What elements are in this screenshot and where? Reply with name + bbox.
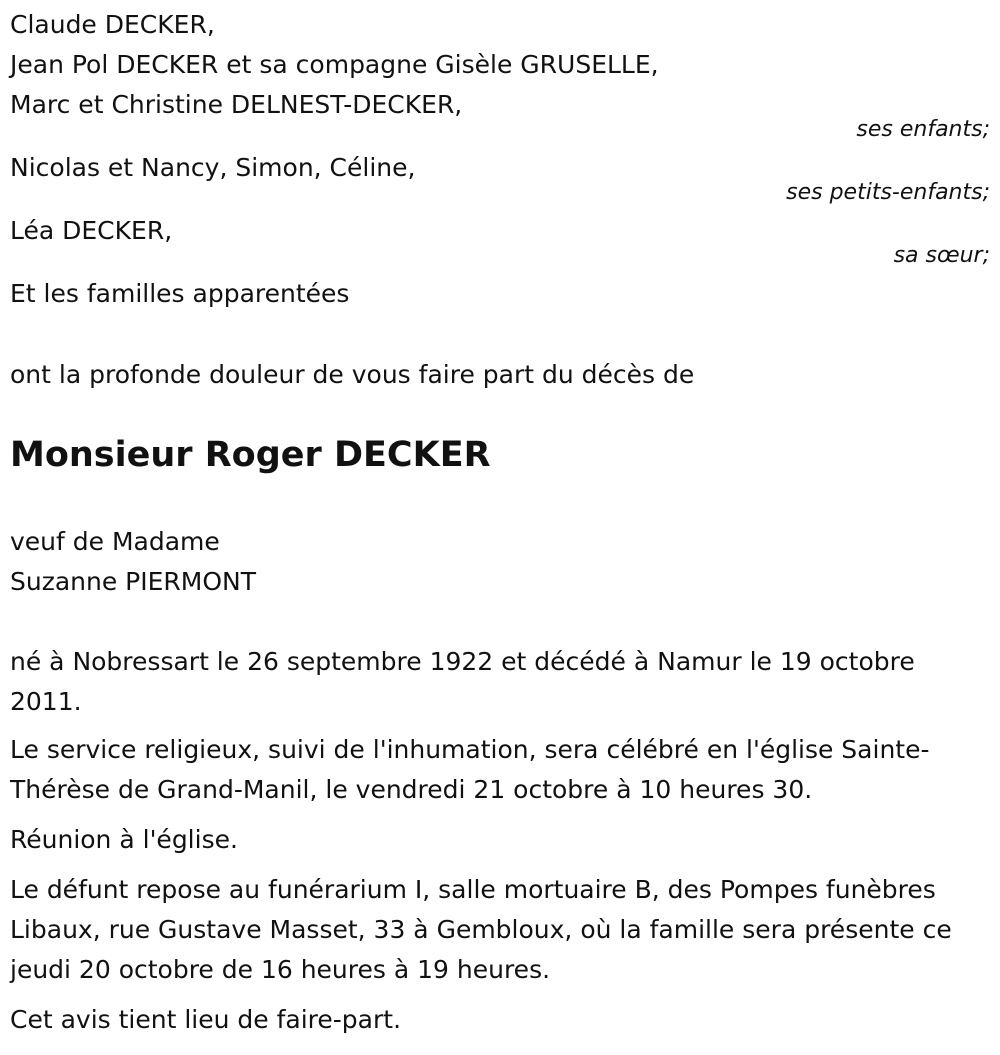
grandchildren: Nicolas et Nancy, Simon, Céline,	[10, 153, 416, 182]
widower-line-2: Suzanne PIERMONT	[10, 567, 257, 596]
deceased-name: Monsieur Roger DECKER	[10, 435, 491, 475]
birth-death: né à Nobressart le 26 septembre 1922 et décédé à Namur le 19 octobre 2011.	[10, 647, 915, 716]
child-1: Claude DECKER,	[10, 10, 215, 39]
meeting-info: Réunion à l'église.	[10, 825, 238, 854]
service-info: Le service religieux, suivi de l'inhumation, sera célébré en l'église Sainte-Thérèse de Grand-Manil, le vendredi 21 octobre à 10 heures 30.	[10, 735, 930, 804]
notice: Cet avis tient lieu de faire-part.	[10, 1005, 402, 1034]
widower-line-1: veuf de Madame	[10, 527, 220, 556]
relatives: Et les familles apparentées	[10, 279, 350, 308]
sister-label: sa sœur;	[893, 243, 990, 268]
child-2: Jean Pol DECKER et sa compagne Gisèle GRUSELLE,	[10, 50, 659, 79]
sister: Léa DECKER,	[10, 216, 173, 245]
grandchildren-label: ses petits-enfants;	[786, 180, 990, 205]
viewing-info: Le défunt repose au funérarium I, salle mortuaire B, des Pompes funèbres Libaux, rue Gustave Masset, 33 à Gembloux, où la famille sera présente ce jeudi 20 octobre de 16 heures à 19 heures.	[10, 875, 952, 984]
child-3: Marc et Christine DELNEST-DECKER,	[10, 90, 463, 119]
children-label: ses enfants;	[856, 117, 990, 142]
announcement: ont la profonde douleur de vous faire part du décès de	[10, 360, 695, 389]
